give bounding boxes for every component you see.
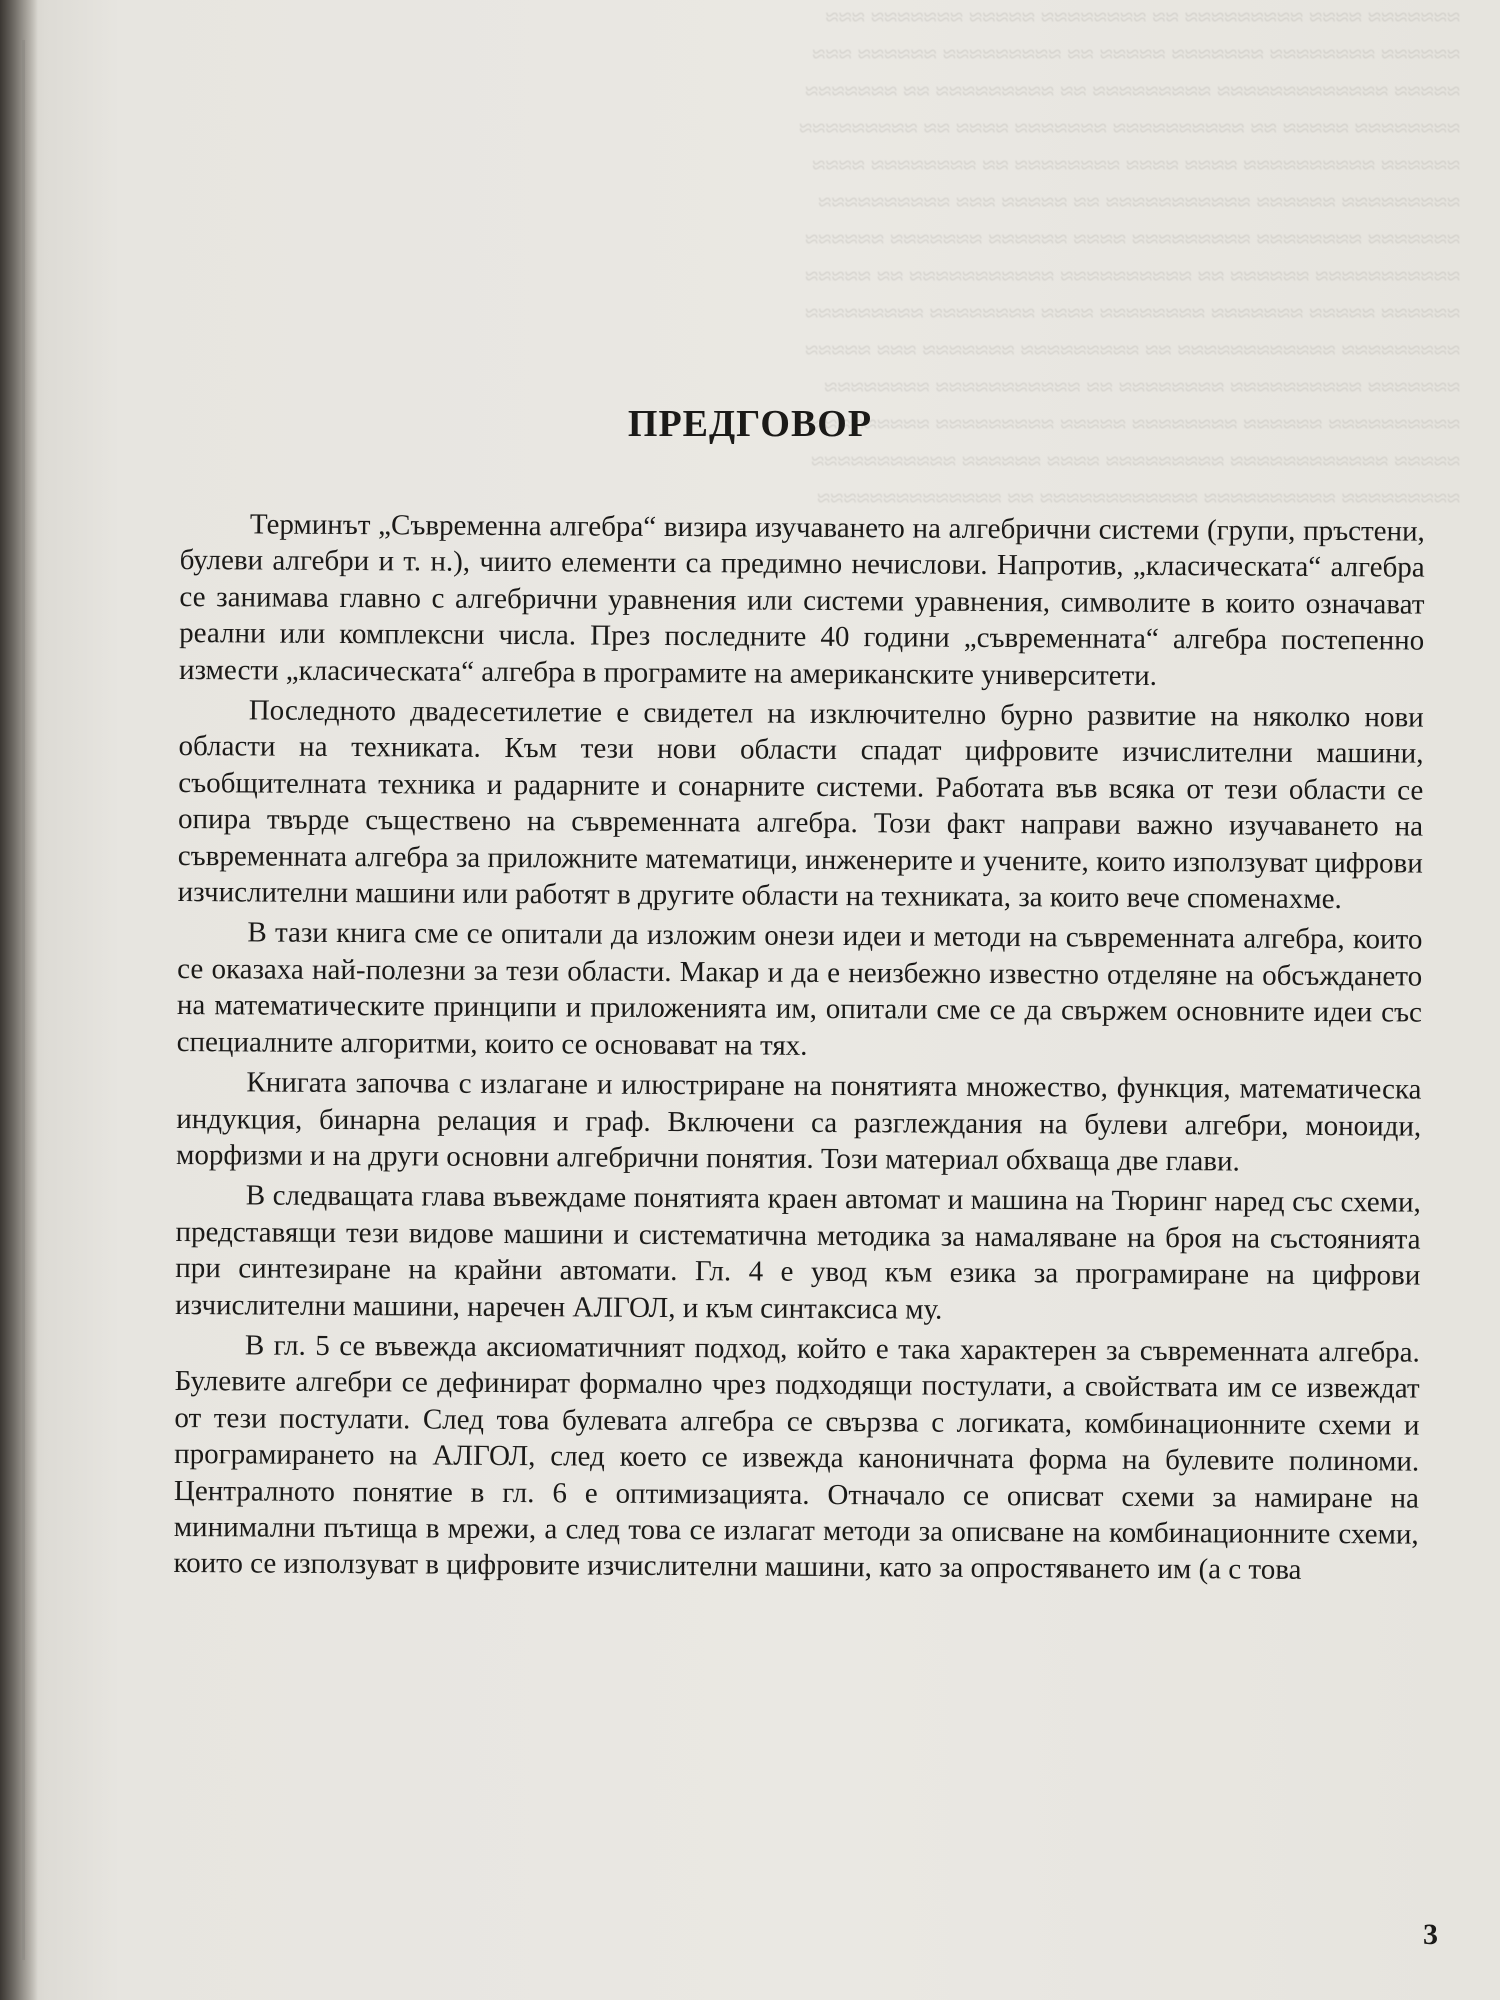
paragraph: Книгата започва с излагане и илюстриране на понятията множество, функция, математическа индукция, бинарна релация и граф. Включени са разглеждания на булеви алгебри, моноиди, морфизми и на други основни алгебрични понятия. Този материал обхваща две глави. (175, 1066, 1422, 1178)
book-gutter-fold (22, 40, 25, 1960)
page-title: ПРЕДГОВОР (627, 403, 873, 445)
preface-body (173, 506, 1425, 1593)
book-gutter-shadow (0, 0, 38, 2000)
paragraph: Последното двадесетилетие е свидетел на изключително бурно развитие на няколко нови области на техниката. Към тези нови области спадат цифровите изчислителни машини, съобщителната техника и радарните и сонарните системи. Работата във всяка от тези области се опира твърде съществено на съвременната алгебра. Този факт направи важно изучаването на съвременната алгебра за приложните математици, инженерите и учените, които използуват цифрови изчислителни машини или работят в другите области на техниката, за които вече споменахме. (177, 694, 1424, 916)
paragraph: В тази книга сме се опитали да изложим онези идеи и методи на съвременната алгебра, които се оказаха най-полезни за тези области. Макар и да е неизбежно известно отделяне на обсъждането на математическите принципи и приложенията им, опитали сме се да свържем основните идеи със специалните алгоритми, които се основават на тях. (176, 916, 1423, 1062)
show-through-text: ≈≈≈≈≈≈≈ ≈≈≈≈ ≈≈≈≈≈≈≈≈≈ ≈≈ ≈≈≈≈≈≈≈≈ ≈≈≈≈≈ ≈≈≈≈≈≈≈ ≈≈≈ ≈≈≈≈≈≈ ≈≈≈≈≈≈≈≈ ≈≈≈≈≈≈≈ ≈≈≈≈≈ ≈≈ ≈≈≈≈≈≈≈≈≈ ≈≈≈≈≈≈ ≈≈≈ ≈≈≈≈≈ ≈≈≈≈≈≈≈≈≈≈≈≈≈ ≈≈≈≈≈≈≈≈≈ ≈≈ ≈≈≈≈≈≈≈≈≈ ≈≈ ≈≈≈≈≈≈≈ ≈≈≈≈≈≈≈≈ ≈≈≈≈≈ ≈≈ ≈≈≈≈≈≈≈≈≈≈ ≈≈≈≈≈≈≈ ≈≈≈≈ ≈≈ ≈≈≈≈≈≈≈≈≈ ≈≈≈≈≈≈ ≈≈≈≈≈≈≈≈≈≈ ≈≈≈≈ ≈≈≈≈ ≈≈≈≈≈≈≈≈ ≈≈ ≈≈≈≈≈≈≈≈ ≈≈≈≈ ≈≈≈≈≈≈≈≈≈ ≈≈≈≈≈≈ ≈≈≈≈≈≈≈≈≈≈≈ ≈≈ ≈≈≈≈≈ ≈≈≈ ≈≈≈≈≈≈≈≈≈≈ ≈≈≈≈≈≈≈ ≈≈≈≈≈≈≈≈ ≈≈≈≈≈≈≈≈≈ ≈≈≈≈ ≈≈≈≈≈≈ ≈≈≈≈≈≈≈ ≈≈≈≈≈≈ ≈≈≈≈≈≈≈≈≈≈≈ ≈≈≈≈≈≈ ≈≈ ≈≈≈≈≈≈≈≈≈≈ ≈≈≈≈≈≈≈≈≈≈≈ ≈≈ ≈≈≈≈≈ ≈≈≈≈≈≈ ≈≈≈≈≈ ≈≈≈≈≈≈≈ ≈≈≈≈≈≈≈≈ ≈≈≈≈ ≈≈≈≈≈≈≈≈ ≈≈≈≈≈≈≈≈≈ ≈≈≈≈≈≈≈≈≈ ≈≈≈≈≈≈≈≈≈≈≈≈ ≈≈ ≈≈≈≈≈≈≈≈≈ ≈≈≈≈≈≈≈ ≈≈≈ ≈≈≈≈≈ ≈≈≈≈≈≈≈ ≈≈≈≈≈≈≈≈≈≈ ≈≈≈≈≈≈≈≈ ≈≈ ≈≈≈≈≈≈≈≈≈≈≈ ≈≈≈≈≈≈≈≈ ≈≈≈≈≈≈≈≈≈≈ ≈≈≈≈≈≈ ≈≈≈≈≈≈≈≈ ≈≈≈≈≈ ≈≈≈≈≈≈≈≈≈ ≈≈≈≈≈≈≈≈≈ ≈≈≈≈≈ ≈≈≈≈≈≈≈≈≈≈≈≈ ≈≈≈≈≈≈≈≈≈ ≈≈≈≈ ≈≈≈≈≈≈ ≈≈≈≈≈≈≈≈≈≈≈ ≈≈≈≈≈≈≈≈≈ ≈≈≈≈≈≈≈≈≈≈ ≈≈≈≈≈≈≈≈≈≈≈≈ ≈≈ ≈≈≈≈≈≈≈≈≈≈≈≈≈≈ (798, 5, 1460, 512)
paragraph: Терминът „Съвременна алгебра“ визира изучаването на алгебрични системи (групи, пръстени, булеви алгебри и т. н.), чиито елементи са предимно нечислови. Напротив, „класическата“ алгебра се занимава главно с алгебрични уравнения или системи уравнения, символите в които означават реални или комплексни числа. През последните 40 години „съвременната“ алгебра постепенно измести „класическата“ алгебра в програмите на американските университети. (178, 508, 1425, 692)
paragraph: В следващата глава въвеждаме понятията краен автомат и машина на Тюринг наред със схеми, представящи тези видове машини и систематична методика за намаляване на броя на състоянията при синтезиране на крайни автомати. Гл. 4 е увод към езика за програмиране на цифрови изчислителни машини, наречен АЛГОЛ, и към синтаксиса му. (175, 1179, 1421, 1326)
page-number: 3 (1423, 1918, 1438, 1951)
paragraph: В гл. 5 се въвежда аксиоматичният подход, който е така характерен за съвременната алгебра. Булевите алгебри се дефинират формално чрез подходящи постулати, а свойствата им се извеждат от тези постулати. След това булевата алгебра се свързва с логиката, комбинационните схеми и програмирането на АЛГОЛ, след което се извежда каноничната форма на булевите полиноми. Централното понятие в гл. 6 е оптимизацията. Отначало се описват схеми за намиране на минимални пътища в мрежи, а след това се излагат методи за описване на комбинационните схеми, които се използуват в цифровите изчислителни машини, като за опростяването им (а с това (173, 1329, 1420, 1587)
